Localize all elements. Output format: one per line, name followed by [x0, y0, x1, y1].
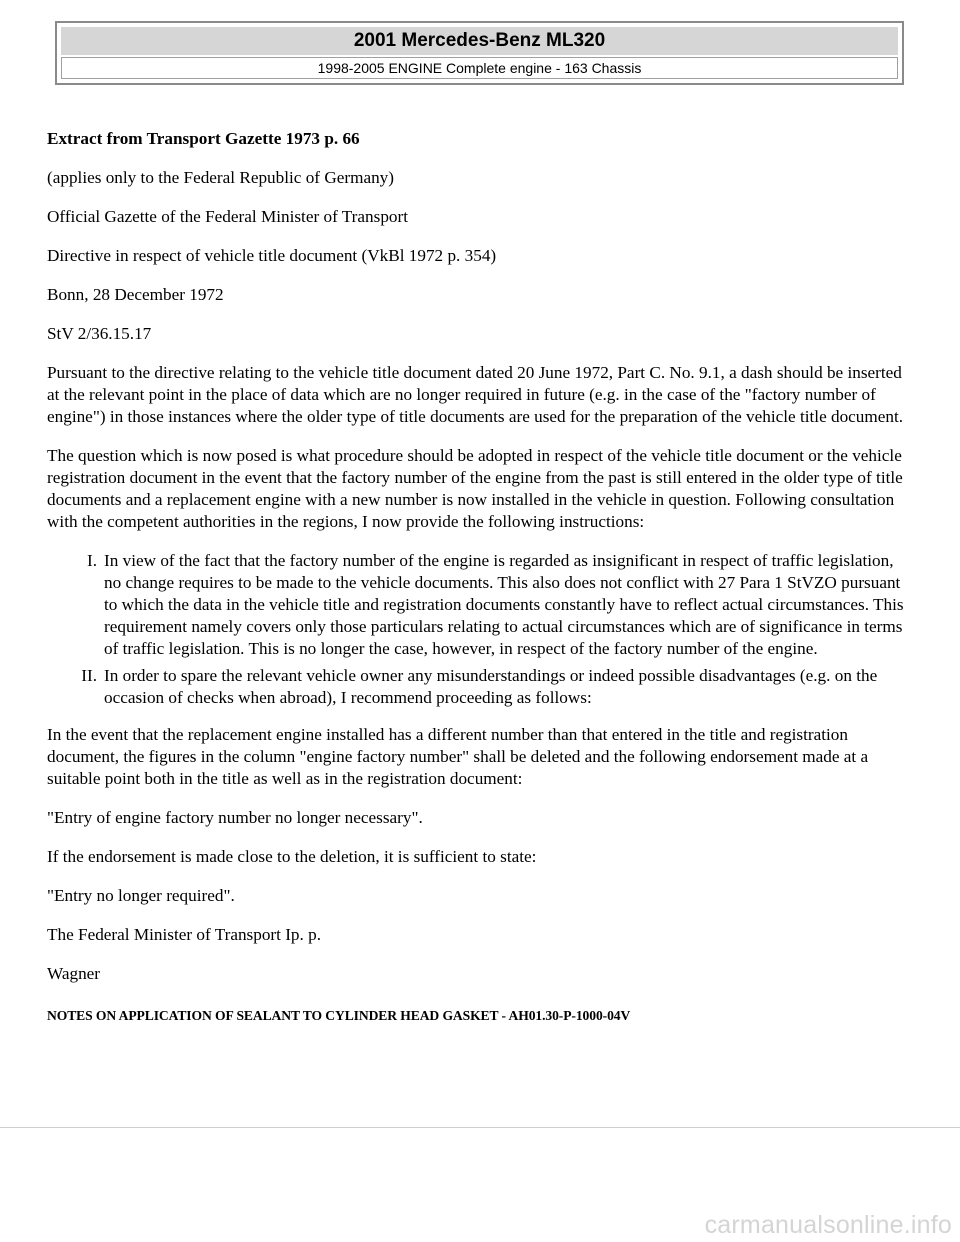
paragraph-pursuant: Pursuant to the directive relating to the vehicle title document dated 20 June 1972, Part C. No. 9.1, a dash should be inserted at the relevant point in the place of data which are no longer required in future (e.g. in the case of the "factory number of engine") in those instances where the older type of title documents are used for the preparation of the vehicle title document.: [47, 363, 904, 426]
page-header: [55, 21, 904, 85]
paragraph-date: Bonn, 28 December 1972: [47, 285, 224, 304]
watermark: carmanualsonline.info: [704, 1211, 952, 1239]
instruction-number: I.: [86, 551, 97, 570]
paragraph-scope: (applies only to the Federal Republic of Germany): [47, 168, 394, 187]
quote-entry-required: "Entry no longer required".: [47, 886, 235, 905]
instruction-number: II.: [81, 666, 97, 685]
instruction-list: [47, 550, 907, 709]
paragraph-endorsement: If the endorsement is made close to the deletion, it is sufficient to state:: [47, 847, 537, 866]
signature-name: Wagner: [47, 964, 101, 983]
paragraph-directive: Directive in respect of vehicle title document (VkBl 1972 p. 354): [47, 246, 497, 265]
instruction-text: In order to spare the relevant vehicle owner any misunderstandings or indeed possible disadvantages (e.g. on the occasion of checks when abroad), I recommend proceeding as follows:: [104, 666, 878, 707]
paragraph-gazette: Official Gazette of the Federal Minister of Transport: [47, 207, 409, 226]
footer-divider: [0, 1127, 960, 1128]
paragraph-replacement: In the event that the replacement engine installed has a different number than that entered in the title and registration document, the figures in the column "engine factory number" shall be deleted and the following endorsement made at a suitable point both in the title as well as in the registration document:: [47, 725, 869, 788]
paragraph-reference: StV 2/36.15.17: [47, 324, 152, 343]
instruction-text: In view of the fact that the factory number of the engine is regarded as insignificant in respect of traffic legislation, no change requires to be made to the vehicle documents. This also does not conflict with 27 Para 1 StVZO pursuant to which the data in the vehicle title and registration documents constantly have to reflect actual circumstances. This requirement namely covers only those particulars relating to actual circumstances which are of significance in terms of traffic legislation. This is no longer the case, however, in respect of the factory number of the engine.: [104, 551, 904, 658]
instruction-item: [47, 550, 907, 660]
document-body: [47, 128, 907, 1044]
notes-heading: NOTES ON APPLICATION OF SEALANT TO CYLINDER HEAD GASKET - AH01.30-P-1000-04V: [47, 1008, 631, 1023]
header-title: 2001 Mercedes-Benz ML320: [61, 27, 898, 55]
document-heading: Extract from Transport Gazette 1973 p. 66: [47, 129, 360, 148]
paragraph-minister: The Federal Minister of Transport Ip. p.: [47, 925, 322, 944]
header-subtitle: 1998-2005 ENGINE Complete engine - 163 Chassis: [61, 57, 898, 79]
paragraph-question: The question which is now posed is what procedure should be adopted in respect of the vehicle title document or the vehicle registration document in the event that the factory number of the engine from the past is still entered in the older type of title documents and a replacement engine with a new number is now installed in the vehicle in question. Following consultation with the competent authorities in the regions, I now provide the following instructions:: [47, 446, 903, 531]
quote-entry-necessary: "Entry of engine factory number no longer necessary".: [47, 808, 423, 827]
instruction-item: [47, 665, 907, 709]
